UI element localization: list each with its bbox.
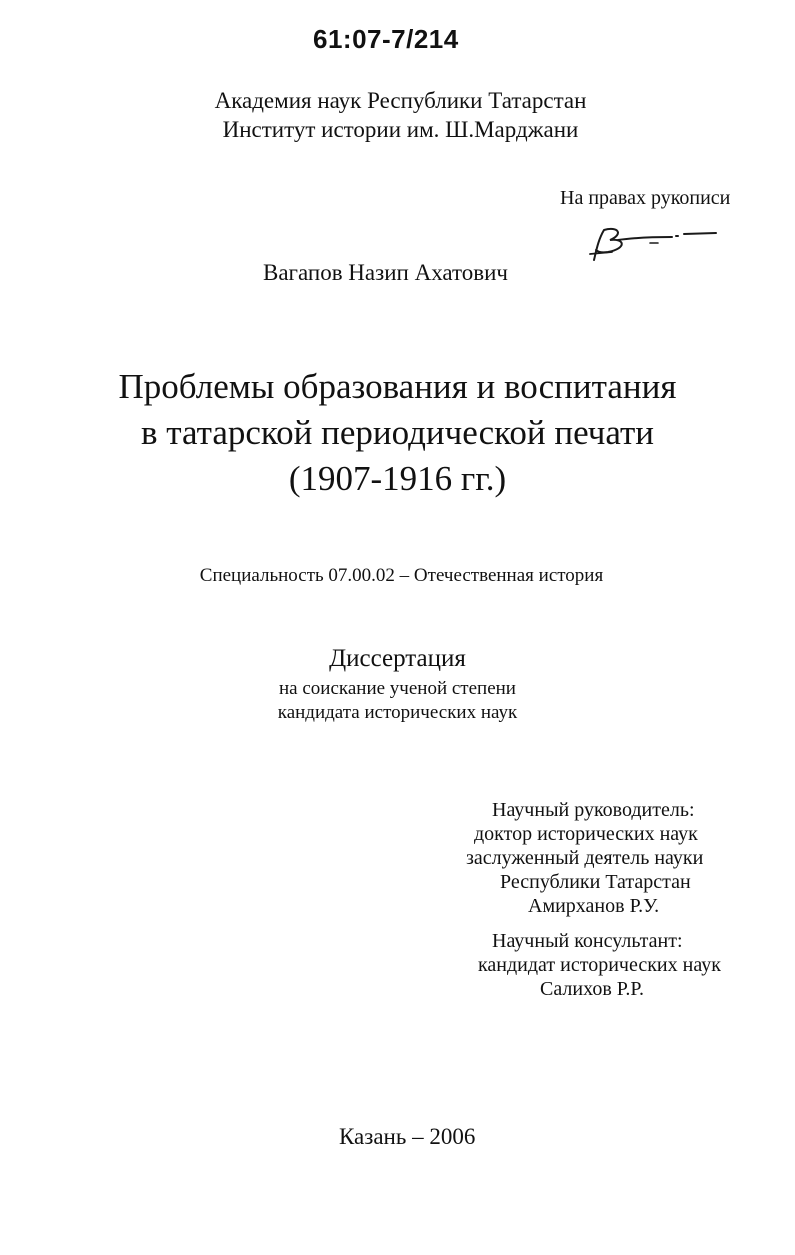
supervisor-degree: доктор исторических наук (474, 823, 698, 845)
degree-line-1: на соискание ученой степени (279, 678, 516, 699)
degree-line-2: кандидата исторических наук (277, 702, 518, 723)
title-line-3: (1907-1916 гг.) (288, 459, 507, 498)
work-type: Диссертация (329, 645, 466, 672)
consultant-degree: кандидат исторических наук (478, 954, 721, 976)
manuscript-rights-note: На правах рукописи (560, 187, 731, 209)
organization-line-1: Академия наук Республики Татарстан (214, 88, 587, 113)
place-and-year: Казань – 2006 (339, 1124, 476, 1149)
organization-line-2: Институт истории им. Ш.Марджани (222, 117, 579, 142)
handwritten-signature (588, 222, 718, 266)
supervisor-label: Научный руководитель: (492, 799, 695, 821)
archive-code: 61:07-7/214 (313, 24, 459, 54)
author-name: Вагапов Назип Ахатович (263, 260, 508, 285)
supervisor-honor-line-1: заслуженный деятель науки (466, 847, 704, 869)
supervisor-name: Амирханов Р.У. (528, 895, 660, 917)
consultant-name: Салихов Р.Р. (540, 978, 645, 1000)
supervisor-honor-line-2: Республики Татарстан (500, 871, 691, 893)
title-line-2: в татарской периодической печати (140, 413, 655, 452)
consultant-label: Научный консультант: (492, 930, 683, 952)
title-line-1: Проблемы образования и воспитания (118, 367, 677, 406)
specialty: Специальность 07.00.02 – Отечественная история (199, 565, 604, 586)
